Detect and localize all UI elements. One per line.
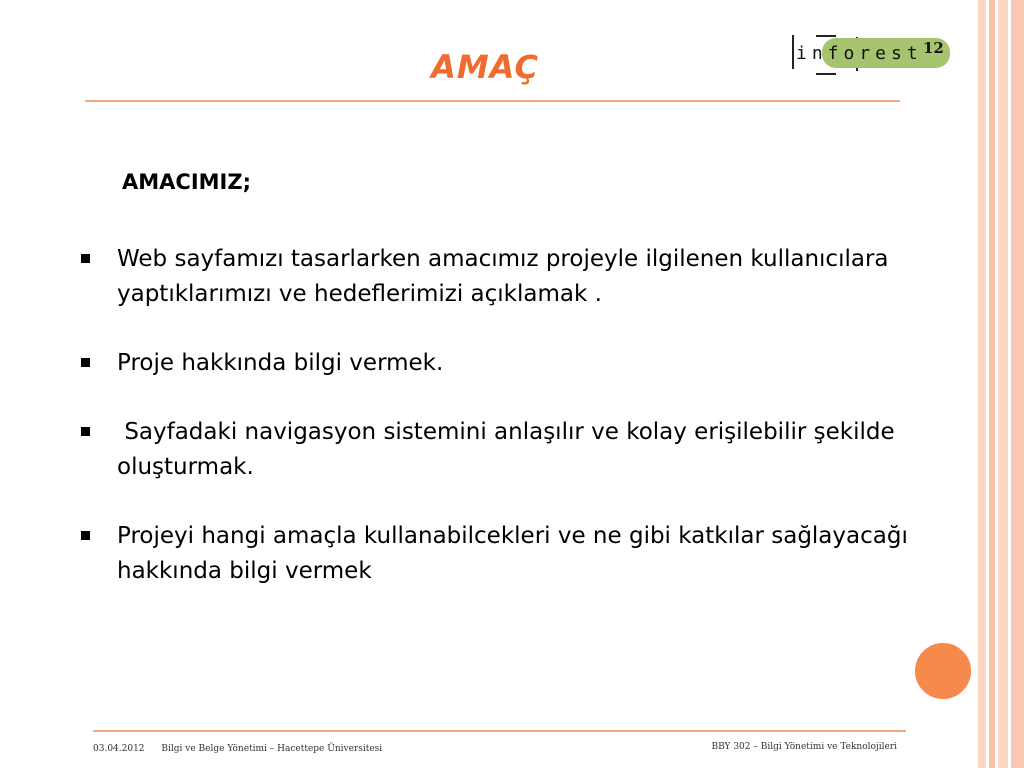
footer-date: 03.04.2012 [93,744,145,754]
bullet-text: Sayfadaki navigasyon sistemini anlaşılır ve kolay erişilebilir şekilde oluşturmak. [117,419,902,480]
square-bullet-icon [81,531,90,540]
bullet-item [78,415,918,485]
decorative-circle [912,640,974,702]
bullet-text: Web sayfamızı tasarlarken amacımız projeyle ilgilenen kullanıcılara yaptıklarımızı ve hedeflerimizi açıklamak . [117,246,896,307]
logo-superscript: 12 [923,39,944,57]
footer-left [93,744,396,754]
square-bullet-icon [81,358,90,367]
bullet-text: Projeyi hangi amaçla kullanabilcekleri ve ne gibi katkılar sağlayacağı hakkında bilgi vermek [117,523,916,584]
decorative-stripes [978,0,1024,768]
section-heading: AMACIMIZ; [122,170,251,194]
square-bullet-icon [81,254,90,263]
title-divider [85,100,900,102]
footer-course: BBY 302 – Bilgi Yönetimi ve Teknolojileri [711,742,897,752]
bullet-item [78,242,918,312]
footer-divider [93,730,906,732]
slide-title: AMAÇ [431,48,539,86]
square-bullet-icon [81,427,90,436]
bullet-item [78,346,918,381]
inforest-logo [792,33,954,77]
bullet-list [78,242,918,623]
footer-department: Bilgi ve Belge Yönetimi – Hacettepe Üniversitesi [161,744,383,754]
bullet-item [78,519,918,589]
bullet-text: Proje hakkında bilgi vermek. [117,350,444,376]
logo-text: inforest [796,43,923,64]
